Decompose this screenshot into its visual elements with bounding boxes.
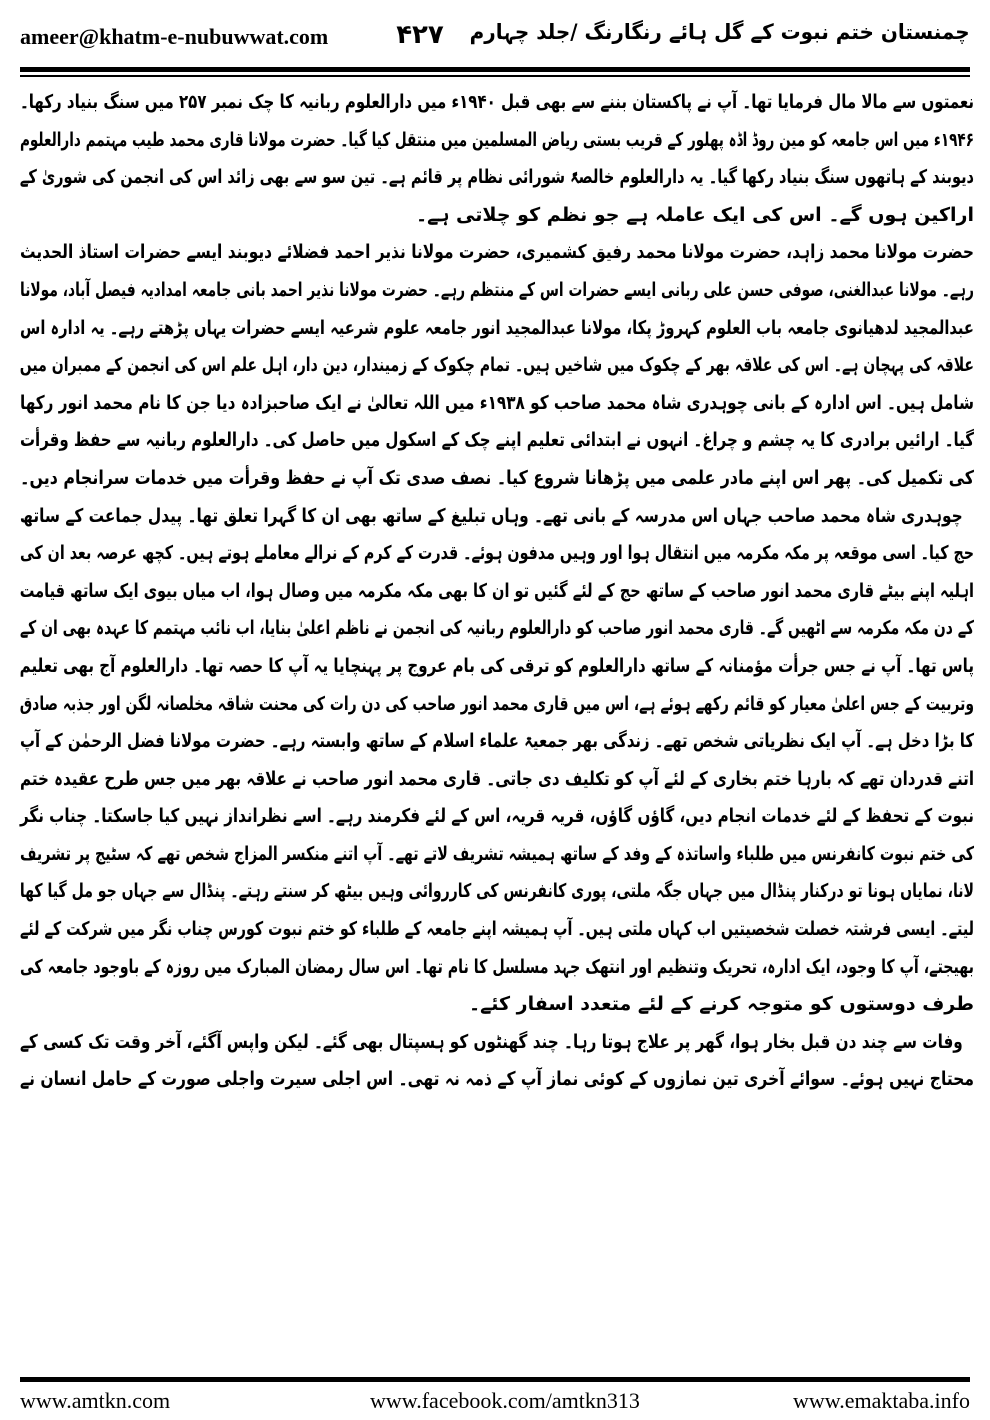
text-line: کا بڑا دخل ہے۔ آپ ایک نظریاتی شخص تھے۔ زندگی بھر جمعیۃ علماء اسلام کے ساتھ وابستہ رہے۔ حضرت مولانا فضل الرحمٰن کے آپ (20, 730, 974, 753)
header-rule (20, 67, 970, 72)
text-line: لانا، نمایاں ہونا تو درکنار پنڈال میں جہاں جگہ ملتی، پوری کانفرنس کی کارروائی وہیں بیٹھ کر سنتے رہتے۔ پنڈال سے جہاں جو مل گیا کھا (19, 880, 974, 903)
text-line: اہلیہ اپنے بیٹے قاری محمد انور صاحب کے ساتھ حج کے لئے گئیں تو ان کا بھی مکہ مکرمہ میں وصال ہوا، اب میاں بیوی ایک ساتھ قیامت (19, 579, 974, 602)
text-line: کی تکمیل کی۔ پھر اس اپنے مادر علمی میں پڑھانا شروع کیا۔ نصف صدی تک آپ نے حفظ وقرأت میں خدمات سرانجام دیں۔ (20, 466, 975, 489)
text-line: پاس تھا۔ آپ نے جس جرأت مؤمنانہ کے ساتھ دارالعلوم کو ترقی کی بام عروج پر پہنچایا یہ آپ کا حصہ تھا۔ دارالعلوم آج بھی تعلیم (19, 654, 974, 677)
text-line: اتنے قدردان تھے کہ بارہا ختم بخاری کے لئے آپ کو تکلیف دی جاتی۔ قاری محمد انور صاحب نے علاقہ بھر میں جس طرح عقیدہ ختم (20, 767, 974, 790)
text-line: دیوبند کے ہاتھوں سنگ بنیاد رکھا گیا۔ یہ دارالعلوم خالصۃً شورائی نظام پر قائم ہے۔ تین سو سے بھی زائد اس کی انجمن کی شوریٰ کے (19, 166, 975, 189)
text-line: نعمتوں سے مالا مال فرمایا تھا۔ آپ نے پاکستان بننے سے بھی قبل ۱۹۴۰ء میں دارالعلوم ربانیہ کا چک نمبر ۲۵۷ میں سنگ بنیاد رکھا۔ (20, 91, 974, 113)
footer-link-emaktaba[interactable]: www.emaktaba.info (793, 1388, 970, 1413)
text-line: چوہدری شاہ محمد صاحب جہاں اس مدرسہ کے بانی تھے۔ وہاں تبلیغ کے ساتھ بھی ان کا گہرا تعلق تھا۔ پیدل جماعت کے ساتھ (19, 504, 963, 527)
text-line: محتاج نہیں ہوئے۔ سوائے آخری تین نمازوں کے کوئی نماز آپ کے ذمہ نہ تھی۔ اس اجلی سیرت واجلی صورت کے حامل انسان نے (20, 1068, 974, 1091)
footer-rule (20, 1377, 970, 1382)
book-title: چمنستان ختم نبوت کے گل ہائے رنگارنگ /جلد چہارم (470, 20, 970, 44)
footer-link-amtkn[interactable]: www.amtkn.com (20, 1388, 171, 1413)
text-line: بھیجتے، آپ کا وجود، ایک ادارہ، تحریک وتنظیم اور انتھک جہد مسلسل کا نام تھا۔ اس سال رمضان المبارک میں روزہ کے باوجود جامعہ کی (20, 955, 974, 978)
text-line: علاقہ کی پہچان ہے۔ اس کی علاقہ بھر کے چکوک میں شاخیں ہیں۔ تمام چکوک کے زمیندار، دین دار، اہل علم اس کی انجمن کے ممبران میں (19, 354, 975, 377)
book-title-box (470, 20, 970, 58)
text-line: عبدالمجید لدھیانوی جامعہ باب العلوم کہروڑ پکا، مولانا عبدالمجید انور جامعہ علوم شرعیہ ایسے حضرات یہاں پڑھتے رہے۔ یہ ادارہ اس (20, 316, 974, 339)
header-email: ameer@khatm-e-nubuwwat.com (20, 24, 329, 49)
text-line: حضرت مولانا محمد زاہد، حضرت مولانا محمد رفیق کشمیری، حضرت مولانا نذیر احمد فضلائے دیوبند ایسے حضرات استاذ الحدیث (19, 241, 974, 264)
text-line: حج کیا۔ اسی موقعہ پر مکہ مکرمہ میں انتقال ہوا اور وہیں مدفون ہوئے۔ قدرت کے کرم کے نرالے معاملے ہوتے ہیں۔ کچھ عرصہ بعد ان کی (20, 542, 974, 565)
text-line: نبوت کے تحفظ کے لئے خدمات انجام دیں، گاؤں گاؤں، قریہ قریہ، اس کے لئے فکرمند رہے۔ اسے نظرانداز نہیں کیا جاسکتا۔ چناب نگر (20, 805, 974, 828)
page-header (20, 18, 970, 58)
text-line: رہے۔ مولانا عبدالغنی، صوفی حسن علی ربانی ایسے حضرات اس کے منتظم رہے۔ حضرت مولانا نذیر احمد بانی جامعہ امدادیہ فیصل آباد، مولانا (20, 278, 974, 301)
page-body (20, 84, 974, 1099)
text-line: لیتے۔ ایسی فرشتہ خصلت شخصیتیں اب کہاں ملتی ہیں۔ آپ ہمیشہ اپنے جامعہ کے طلباء کو ختم نبوت کورس چناب نگر میں شرکت کے لئے (20, 918, 974, 941)
text-line: طرف دوستوں کو متوجہ کرنے کے لئے متعدد اسفار کئے۔ (469, 993, 974, 1016)
text-line: کی ختم نبوت کانفرنس میں طلباء واساتذہ کے وفد کے ساتھ ہمیشہ تشریف لاتے تھے۔ آپ اتنے منکسر المزاج شخص تھے کہ سٹیج پر تشریف (20, 842, 974, 865)
text-line: گیا۔ ارائیں برادری کا یہ چشم و چراغ۔ انہوں نے ابتدائی تعلیم اپنے چک کے اسکول میں حاصل کی۔ دارالعلوم ربانیہ سے حفظ وقرأت (19, 429, 974, 452)
text-line: وفات سے چند دن قبل بخار ہوا، گھر پر علاج ہوتا رہا۔ چند گھنٹوں کو ہسپتال بھی گئے۔ لیکن واپس آگئے، آخر وقت تک کسی کے (20, 1030, 963, 1053)
footer-link-facebook[interactable]: www.facebook.com/amtkn313 (370, 1388, 640, 1413)
text-line: اراکین ہوں گے۔ اس کی ایک عاملہ ہے جو نظم کو چلاتی ہے۔ (416, 203, 974, 226)
page-number: ۴۲۷ (396, 20, 444, 50)
text-line: ۱۹۴۶ء میں اس جامعہ کو مین روڈ اڈہ پھلور کے قریب بستی ریاض المسلمین میں منتقل کیا گیا۔ حضرت مولانا قاری محمد طیب مہتمم دارالعلوم (19, 128, 974, 151)
text-line: وتربیت کے جس اعلیٰ معیار کو قائم رکھے ہوئے ہے، اس میں قاری محمد انور صاحب کی دن رات کی محنت شاقہ مخلصانہ لگن اور جذبہ صادق (19, 692, 974, 715)
header-rule-thin (20, 75, 970, 77)
text-line: شامل ہیں۔ اس ادارہ کے بانی چوہدری شاہ محمد صاحب کو ۱۹۳۸ء میں اللہ تعالیٰ نے ایک صاحبزادہ دیا جن کا نام محمد انور رکھا (20, 391, 974, 414)
text-line: کے دن مکہ مکرمہ سے اٹھیں گے۔ قاری محمد انور صاحب کو دارالعلوم ربانیہ کی انجمن نے ناظم اعلیٰ بنایا، اب نائب مہتمم کا عہدہ بھی ان کے (19, 617, 974, 640)
